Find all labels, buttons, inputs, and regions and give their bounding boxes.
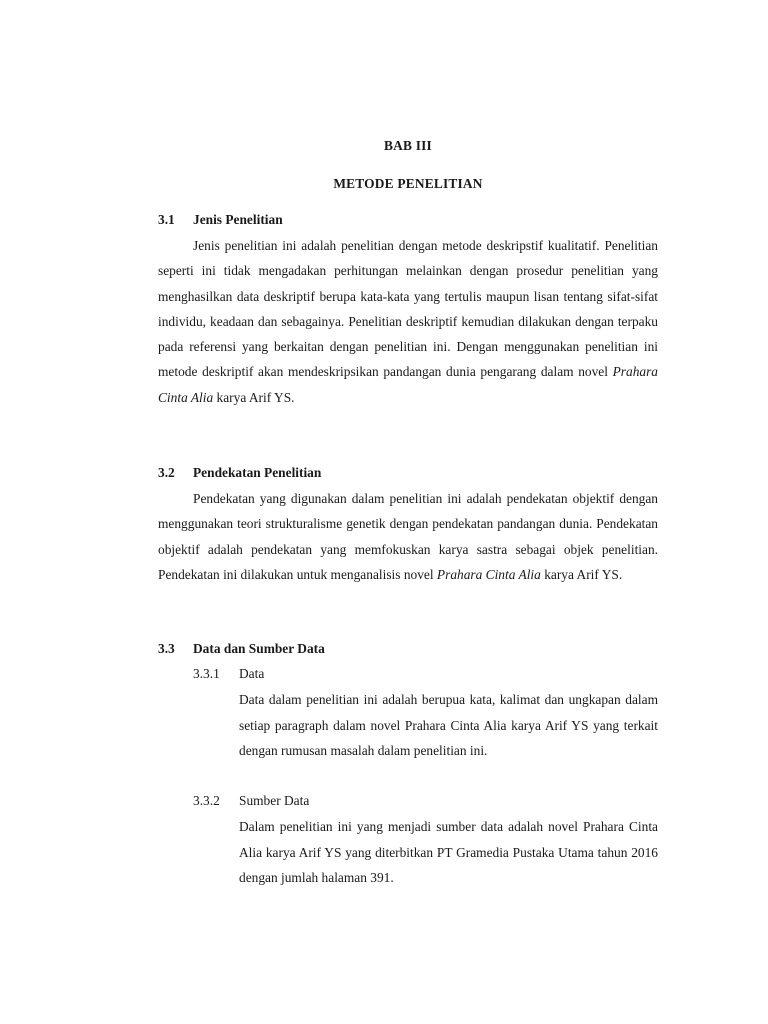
section-number: 3.1: [158, 212, 175, 227]
section-paragraph-3-1: [158, 233, 658, 410]
section-heading-3-2: [158, 465, 321, 481]
section-title: Pendekatan Penelitian: [193, 465, 322, 480]
section-number: 3.3: [158, 641, 175, 656]
section-title: Jenis Penelitian: [193, 212, 283, 227]
subsection-title: Sumber Data: [239, 793, 310, 808]
paragraph-text: karya Arif YS.: [213, 389, 295, 405]
novel-title: Prahara Cinta Alia: [158, 364, 658, 405]
section-paragraph-3-2: [158, 486, 658, 587]
section-title: Data dan Sumber Data: [193, 641, 325, 656]
subsection-title: Data: [239, 666, 265, 681]
paragraph-text: karya Arif YS.: [540, 566, 623, 582]
subsection-number: 3.3.2: [193, 793, 220, 808]
section-number: 3.2: [158, 465, 175, 480]
subsection-number: 3.3.1: [193, 666, 220, 681]
subsection-heading-3-3-2: [193, 793, 309, 809]
subsection-paragraph-3-3-2: Dalam penelitian ini yang menjadi sumber data adalah novel Prahara Cinta Alia karya Arif YS yang diterbitkan PT Gramedia Pustaka Utama tahun 2016 dengan jumlah halaman 391.: [239, 819, 658, 885]
paragraph-text: Pendekatan yang digunakan dalam penelitian ini adalah pendekatan objektif dengan menggunakan teori strukturalisme genetik dengan pendekatan pandangan dunia. Pendekatan objektif adalah pendekatan yang memfokuskan karya sastra sebagai objek penelitian. Pendekatan ini dilakukan untuk menganalisis novel: [158, 491, 658, 582]
subsection-paragraph-3-3-1: Data dalam penelitian ini adalah berupua kata, kalimat dan ungkapan dalam setiap paragraph dalam novel Prahara Cinta Alia karya Arif YS yang terkait dengan rumusan masalah dalam penelitian ini.: [239, 692, 658, 758]
paragraph-text: Jenis penelitian ini adalah penelitian dengan metode deskripstif kualitatif. Penelitian seperti ini tidak mengadakan perhitungan melainkan dengan prosedur penelitian yang menghasilkan data deskriptif berupa kata-kata yang tertulis maupun lisan tentang sifat-sifat individu, keadaan dan sebagainya. Penelitian deskriptif kemudian dilakukan dengan terpaku pada referensi yang berkaitan dengan penelitian ini. Dengan menggunakan penelitian ini metode deskriptif akan mendeskripsikan pandangan dunia pengarang dalam novel: [158, 238, 658, 380]
novel-title: Prahara Cinta Alia: [436, 566, 541, 582]
chapter-title: METODE PENELITIAN: [333, 176, 483, 191]
section-heading-3-3: [158, 641, 325, 657]
chapter-number: BAB III: [384, 138, 432, 153]
section-heading-3-1: [158, 212, 283, 228]
subsection-heading-3-3-1: [193, 666, 264, 682]
